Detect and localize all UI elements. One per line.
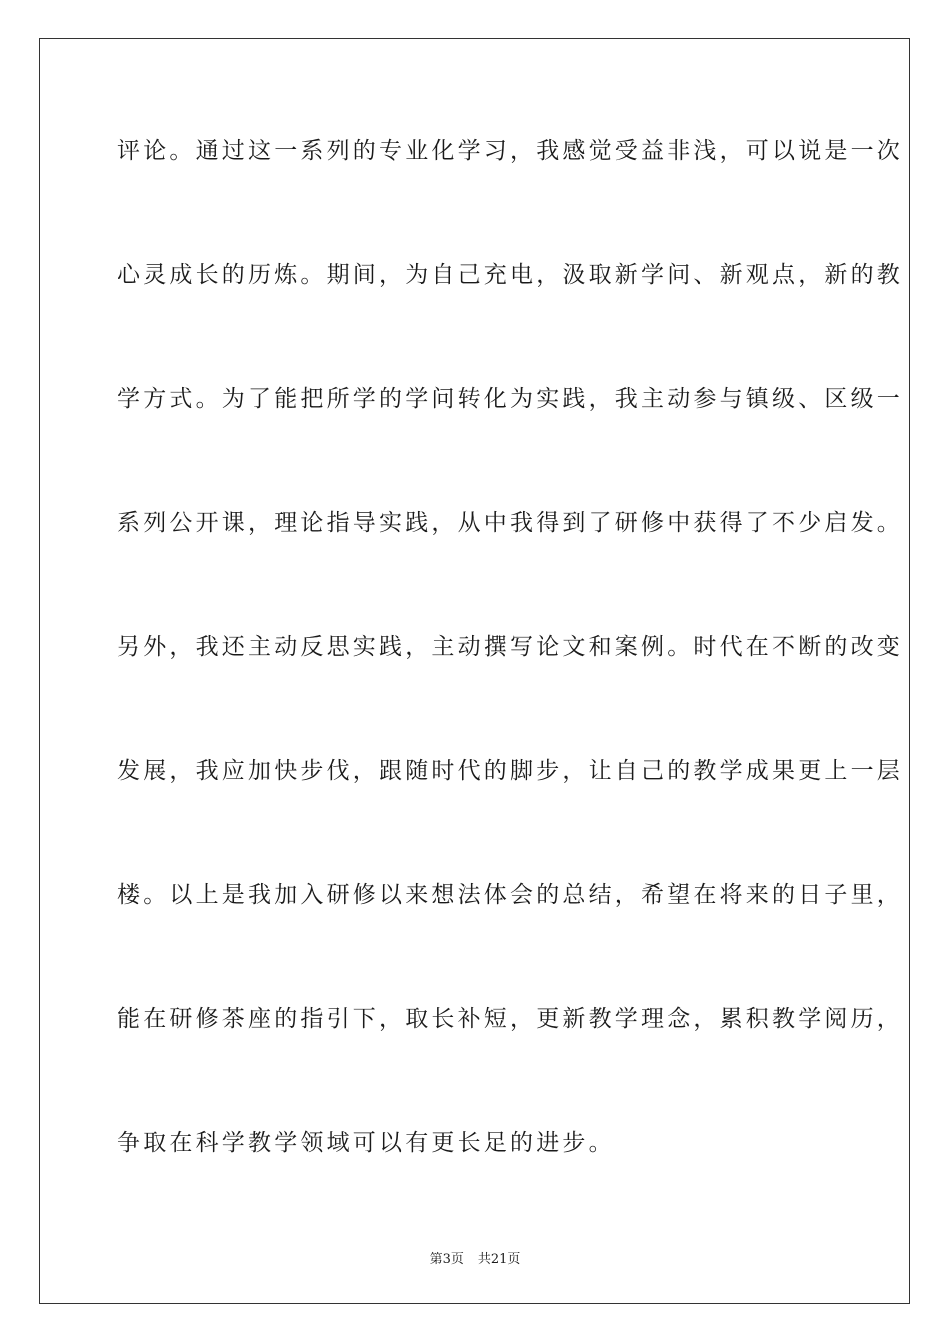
text-line: 系列公开课，理论指导实践，从中我得到了研修中获得了不少启发。 — [117, 510, 903, 536]
text-line: 发展，我应加快步伐，跟随时代的脚步，让自己的教学成果更上一层 — [117, 758, 903, 784]
text-line: 学方式。为了能把所学的学问转化为实践，我主动参与镇级、区级一 — [117, 386, 903, 412]
text-line: 心灵成长的历炼。期间，为自己充电，汲取新学问、新观点，新的教 — [117, 262, 903, 288]
text-line: 争取在科学教学领域可以有更长足的进步。 — [117, 1130, 615, 1156]
text-line: 楼。以上是我加入研修以来想法体会的总结，希望在将来的日子里， — [117, 882, 903, 908]
page-total: 共21页 — [477, 1252, 521, 1267]
page-number: 第3页 — [429, 1252, 464, 1267]
document-body — [117, 123, 903, 1239]
page-footer — [0, 1248, 950, 1267]
text-line: 能在研修茶座的指引下，取长补短，更新教学理念，累积教学阅历， — [117, 1006, 903, 1032]
text-line: 评论。通过这一系列的专业化学习，我感觉受益非浅，可以说是一次 — [117, 138, 903, 164]
text-line: 另外，我还主动反思实践，主动撰写论文和案例。时代在不断的改变 — [117, 634, 903, 660]
